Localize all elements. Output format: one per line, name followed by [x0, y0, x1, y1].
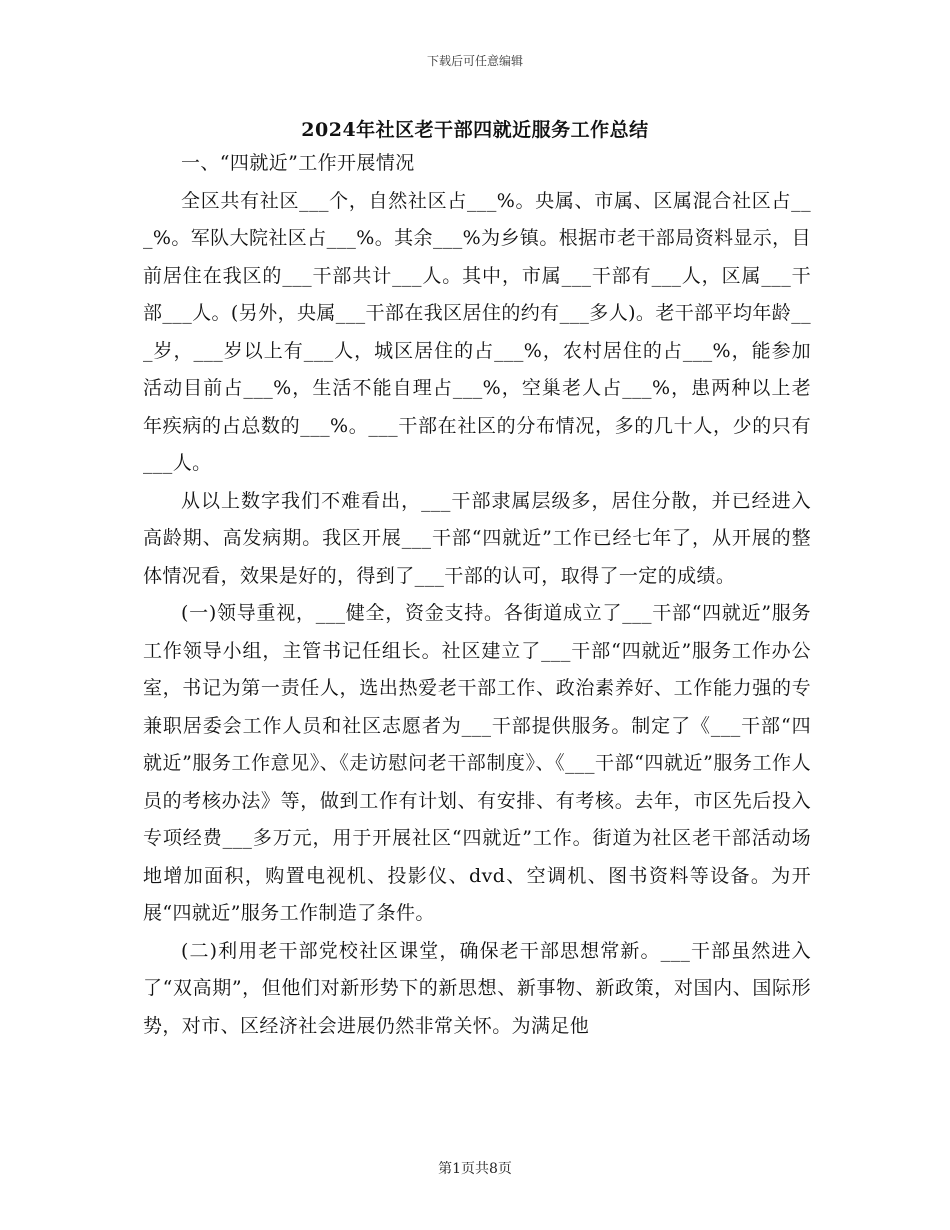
page-footer: 第1页共8页 — [438, 1161, 512, 1177]
paragraph: (二)利用老干部党校社区课堂，确保老干部思想常新。___干部虽然进入了“双高期”，但他们对新形势下的新思想、新事物、新政策，对国内、国际形势，对市、区经济社会进展仍然非常关怀。为满足他 — [143, 939, 811, 1037]
paragraph: 全区共有社区___个，自然社区占___%。央属、市属、区属混合社区占___%。军队大院社区占___%。其余___%为乡镇。根据市老干部局资料显示，目前居住在我区的___干部共计___人。其中，市属___干部有___人，区属___干部___人。(另外，央属___干部在我区居住的约有___多人)。老干部平均年龄___岁，___岁以上有___人，城区居住的占___%，农村居住的占___%，能参加活动目前占___%，生活不能自理占___%，空巢老人占___%，患两种以上老年疾病的占总数的___%。___干部在社区的分布情况，多的几十人，少的只有___人。 — [143, 189, 811, 474]
document-body — [143, 145, 811, 1045]
document-title: 2024年社区老干部四就近服务工作总结 — [301, 119, 649, 141]
paragraph: 从以上数字我们不难看出，___干部隶属层级多，居住分散，并已经进入高龄期、高发病期。我区开展___干部“四就近”工作已经七年了，从开展的整体情况看，效果是好的，得到了___干部的认可，取得了一定的成绩。 — [143, 489, 811, 587]
paragraph: (一)领导重视，___健全，资金支持。各街道成立了___干部“四就近”服务工作领导小组，主管书记任组长。社区建立了___干部“四就近”服务工作办公室，书记为第一责任人，选出热爱老干部工作、政治素养好、工作能力强的专兼职居委会工作人员和社区志愿者为___干部提供服务。制定了《___干部“四就近”服务工作意见》、《走访慰问老干部制度》、《___干部“四就近”服务工作人员的考核办法》等，做到工作有计划、有安排、有考核。去年，市区先后投入专项经费___多万元，用于开展社区“四就近”工作。街道为社区老干部活动场地增加面积，购置电视机、投影仪、dvd、空调机、图书资料等设备。为开展“四就近”服务工作制造了条件。 — [143, 602, 811, 924]
page-header-note: 下载后可任意编辑 — [426, 54, 523, 68]
section-heading: 一、“四就近”工作开展情况 — [181, 152, 415, 174]
